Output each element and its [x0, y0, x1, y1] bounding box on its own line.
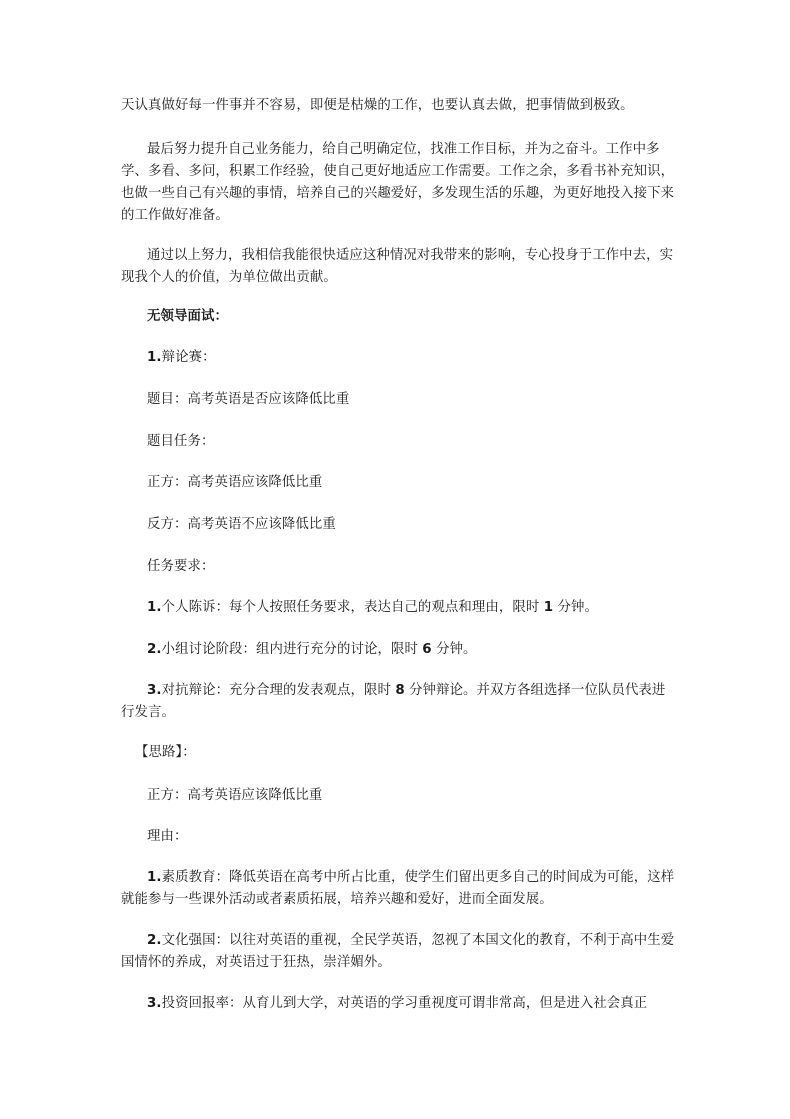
reason-3-text: 投资回报率：从育儿到大学，对英语的学习重视度可谓非常高，但是进入社会真正 [161, 996, 648, 1011]
requirement-3-number: 3. [147, 683, 162, 698]
reason-1 [121, 867, 676, 911]
pro-side-repeat: 正方：高考英语应该降低比重 [147, 788, 323, 803]
requirement-1-text-c: 分钟。 [553, 600, 598, 615]
requirement-3-text-c: 分钟辩论。并双方各组选择一位队员代表进行发言。 [121, 683, 666, 720]
requirement-1-minutes: 1 [543, 600, 554, 615]
reason-3 [121, 993, 676, 1015]
requirement-1-text-a: 个人陈诉：每个人按照任务要求，表达自己的观点和理由，限时 [161, 600, 544, 615]
paragraph-continuation: 天认真做好每一件事并不容易，即便是枯燥的工作，也要认真去做，把事情做到极致。 [121, 98, 634, 113]
requirement-2-number: 2. [147, 642, 162, 657]
task-label: 题目任务： [147, 434, 215, 449]
requirement-3-text-a: 对抗辩论：充分合理的发表观点，限时 [161, 683, 396, 698]
reason-2-number: 2. [147, 933, 162, 948]
requirement-2 [121, 639, 676, 661]
section-heading: 无领导面试： [147, 309, 228, 324]
reason-2-text: 文化强国：以往对英语的重视，全民学英语，忽视了本国文化的教育，不利于高中生爱国情怀的养成，对英语过于狂热，崇洋媚外。 [121, 933, 675, 970]
pro-side: 正方：高考英语应该降低比重 [147, 475, 323, 490]
debate-label: 辩论赛： [161, 350, 216, 365]
requirement-2-text-c: 分钟。 [431, 642, 477, 657]
paragraph-improvement: 最后努力提升自己业务能力，给自己明确定位，找准工作目标，并为之奋斗。工作中多学、多看、多问，积累工作经验，使自己更好地适应工作需要。工作之余，多看书补充知识，也做一些自己有兴趣的事情，培养自己的兴趣爱好，多发现生活的乐趣，为更好地投入接下来的工作做好准备。 [121, 142, 675, 223]
requirement-2-minutes: 6 [422, 642, 432, 657]
debate-number: 1. [147, 350, 162, 365]
paragraph-conclusion: 通过以上努力，我相信我能很快适应这种情况对我带来的影响，专心投身于工作中去，实现我个人的价值，为单位做出贡献。 [121, 248, 674, 285]
requirement-1-number: 1. [147, 600, 162, 615]
requirement-1 [121, 597, 676, 619]
con-side: 反方：高考英语不应该降低比重 [147, 517, 336, 532]
debate-item [121, 347, 676, 369]
reason-3-number: 3. [147, 996, 162, 1011]
requirement-3 [121, 680, 676, 724]
reason-1-number: 1. [147, 870, 162, 885]
reason-1-text: 素质教育：降低英语在高考中所占比重，使学生们留出更多自己的时间成为可能，这样就能参与一些课外活动或者素质拓展，培养兴趣和爱好，进而全面发展。 [121, 870, 675, 907]
debate-topic: 题目：高考英语是否应该降低比重 [147, 392, 350, 407]
reason-label: 理由： [147, 829, 188, 844]
thought-label: 【思路】： [135, 745, 196, 760]
requirement-2-text-a: 小组讨论阶段：组内进行充分的讨论，限时 [161, 642, 423, 657]
requirements-label: 任务要求： [147, 559, 215, 574]
requirement-3-minutes: 8 [395, 683, 405, 698]
reason-2 [121, 930, 676, 974]
